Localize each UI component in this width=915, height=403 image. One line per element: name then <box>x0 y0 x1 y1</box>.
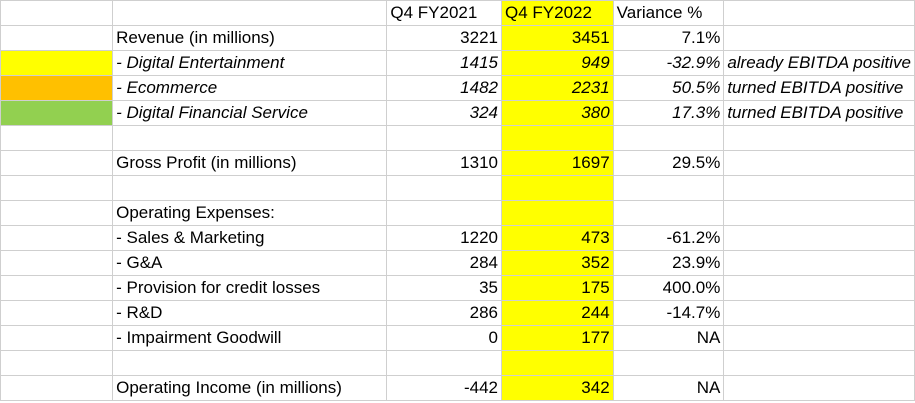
cell-blank[interactable] <box>1 126 113 151</box>
opex-fy2021[interactable]: 284 <box>387 251 502 276</box>
opex-variance[interactable]: -14.7% <box>613 301 724 326</box>
cell-blank[interactable] <box>1 176 113 201</box>
opex-fy2021[interactable]: 35 <box>387 276 502 301</box>
cell-blank[interactable] <box>113 176 387 201</box>
cell-blank[interactable] <box>1 251 113 276</box>
cell-blank[interactable] <box>613 201 724 226</box>
cell-blank[interactable] <box>724 301 915 326</box>
opex-fy2022[interactable]: 177 <box>501 326 613 351</box>
gross-profit-label[interactable]: Gross Profit (in millions) <box>113 151 387 176</box>
opex-row <box>1 276 915 301</box>
opex-title-row <box>1 201 915 226</box>
segment-fy2021[interactable]: 1415 <box>387 51 502 76</box>
revenue-fy2022[interactable]: 3451 <box>501 26 613 51</box>
opex-label[interactable]: - Sales & Marketing <box>113 226 387 251</box>
segment-color-swatch[interactable] <box>1 101 113 126</box>
operating-income-variance[interactable]: NA <box>613 376 724 401</box>
cell-blank[interactable] <box>501 176 613 201</box>
segment-fy2021[interactable]: 324 <box>387 101 502 126</box>
cell-blank[interactable] <box>724 176 915 201</box>
opex-fy2022[interactable]: 244 <box>501 301 613 326</box>
segment-label[interactable]: - Digital Entertainment <box>113 51 387 76</box>
header-variance[interactable]: Variance % <box>613 1 724 26</box>
opex-label[interactable]: - Provision for credit losses <box>113 276 387 301</box>
opex-variance[interactable]: 23.9% <box>613 251 724 276</box>
cell-blank[interactable] <box>1 376 113 401</box>
opex-fy2022[interactable]: 473 <box>501 226 613 251</box>
segment-row <box>1 101 915 126</box>
opex-variance[interactable]: NA <box>613 326 724 351</box>
spacer-row <box>1 351 915 376</box>
cell-blank[interactable] <box>1 151 113 176</box>
cell-blank[interactable] <box>724 226 915 251</box>
spacer-row <box>1 176 915 201</box>
opex-label[interactable]: - Impairment Goodwill <box>113 326 387 351</box>
segment-color-swatch[interactable] <box>1 76 113 101</box>
cell-blank[interactable] <box>724 251 915 276</box>
opex-title[interactable]: Operating Expenses: <box>113 201 387 226</box>
segment-note[interactable]: turned EBITDA positive <box>724 101 915 126</box>
header-row <box>1 1 915 26</box>
opex-row <box>1 226 915 251</box>
opex-fy2021[interactable]: 286 <box>387 301 502 326</box>
gross-profit-fy2022[interactable]: 1697 <box>501 151 613 176</box>
segment-fy2022[interactable]: 949 <box>501 51 613 76</box>
gross-profit-fy2021[interactable]: 1310 <box>387 151 502 176</box>
cell-blank[interactable] <box>724 126 915 151</box>
cell-blank[interactable] <box>113 1 387 26</box>
operating-income-row <box>1 376 915 401</box>
gross-profit-row <box>1 151 915 176</box>
revenue-row <box>1 26 915 51</box>
cell-blank[interactable] <box>1 201 113 226</box>
opex-variance[interactable]: -61.2% <box>613 226 724 251</box>
opex-label[interactable]: - R&D <box>113 301 387 326</box>
cell-blank[interactable] <box>1 351 113 376</box>
operating-income-fy2022[interactable]: 342 <box>501 376 613 401</box>
cell-blank[interactable] <box>501 201 613 226</box>
cell-blank[interactable] <box>1 1 113 26</box>
cell-blank[interactable] <box>1 26 113 51</box>
revenue-fy2021[interactable]: 3221 <box>387 26 502 51</box>
revenue-label[interactable]: Revenue (in millions) <box>113 26 387 51</box>
cell-blank[interactable] <box>724 26 915 51</box>
cell-blank[interactable] <box>613 351 724 376</box>
opex-fy2021[interactable]: 1220 <box>387 226 502 251</box>
segment-note[interactable]: already EBITDA positive <box>724 51 915 76</box>
cell-blank[interactable] <box>724 1 915 26</box>
cell-blank[interactable] <box>724 151 915 176</box>
cell-blank[interactable] <box>1 326 113 351</box>
segment-variance[interactable]: 50.5% <box>613 76 724 101</box>
opex-fy2021[interactable]: 0 <box>387 326 502 351</box>
cell-blank[interactable] <box>724 201 915 226</box>
segment-fy2022[interactable]: 2231 <box>501 76 613 101</box>
segment-row <box>1 51 915 76</box>
revenue-variance[interactable]: 7.1% <box>613 26 724 51</box>
gross-profit-variance[interactable]: 29.5% <box>613 151 724 176</box>
cell-blank[interactable] <box>1 301 113 326</box>
cell-blank[interactable] <box>1 276 113 301</box>
operating-income-label[interactable]: Operating Income (in millions) <box>113 376 387 401</box>
cell-blank[interactable] <box>501 351 613 376</box>
header-q4-fy2022[interactable]: Q4 FY2022 <box>501 1 613 26</box>
segment-fy2021[interactable]: 1482 <box>387 76 502 101</box>
segment-variance[interactable]: -32.9% <box>613 51 724 76</box>
opex-row <box>1 301 915 326</box>
cell-blank[interactable] <box>113 351 387 376</box>
cell-blank[interactable] <box>113 126 387 151</box>
opex-fy2022[interactable]: 175 <box>501 276 613 301</box>
cell-blank[interactable] <box>724 276 915 301</box>
cell-blank[interactable] <box>613 176 724 201</box>
header-q4-fy2021[interactable]: Q4 FY2021 <box>387 1 502 26</box>
segment-note[interactable]: turned EBITDA positive <box>724 76 915 101</box>
cell-blank[interactable] <box>1 226 113 251</box>
opex-label[interactable]: - G&A <box>113 251 387 276</box>
segment-row <box>1 76 915 101</box>
opex-variance[interactable]: 400.0% <box>613 276 724 301</box>
cell-blank[interactable] <box>387 176 502 201</box>
opex-fy2022[interactable]: 352 <box>501 251 613 276</box>
cell-blank[interactable] <box>501 126 613 151</box>
spacer-row <box>1 126 915 151</box>
segment-fy2022[interactable]: 380 <box>501 101 613 126</box>
operating-income-fy2021[interactable]: -442 <box>387 376 502 401</box>
cell-blank[interactable] <box>387 201 502 226</box>
segment-variance[interactable]: 17.3% <box>613 101 724 126</box>
opex-row <box>1 251 915 276</box>
cell-blank[interactable] <box>724 376 915 401</box>
cell-blank[interactable] <box>724 326 915 351</box>
cell-blank[interactable] <box>387 351 502 376</box>
cell-blank[interactable] <box>724 351 915 376</box>
cell-blank[interactable] <box>613 126 724 151</box>
cell-blank[interactable] <box>387 126 502 151</box>
segment-label[interactable]: - Ecommerce <box>113 76 387 101</box>
segment-color-swatch[interactable] <box>1 51 113 76</box>
opex-row <box>1 326 915 351</box>
segment-label[interactable]: - Digital Financial Service <box>113 101 387 126</box>
